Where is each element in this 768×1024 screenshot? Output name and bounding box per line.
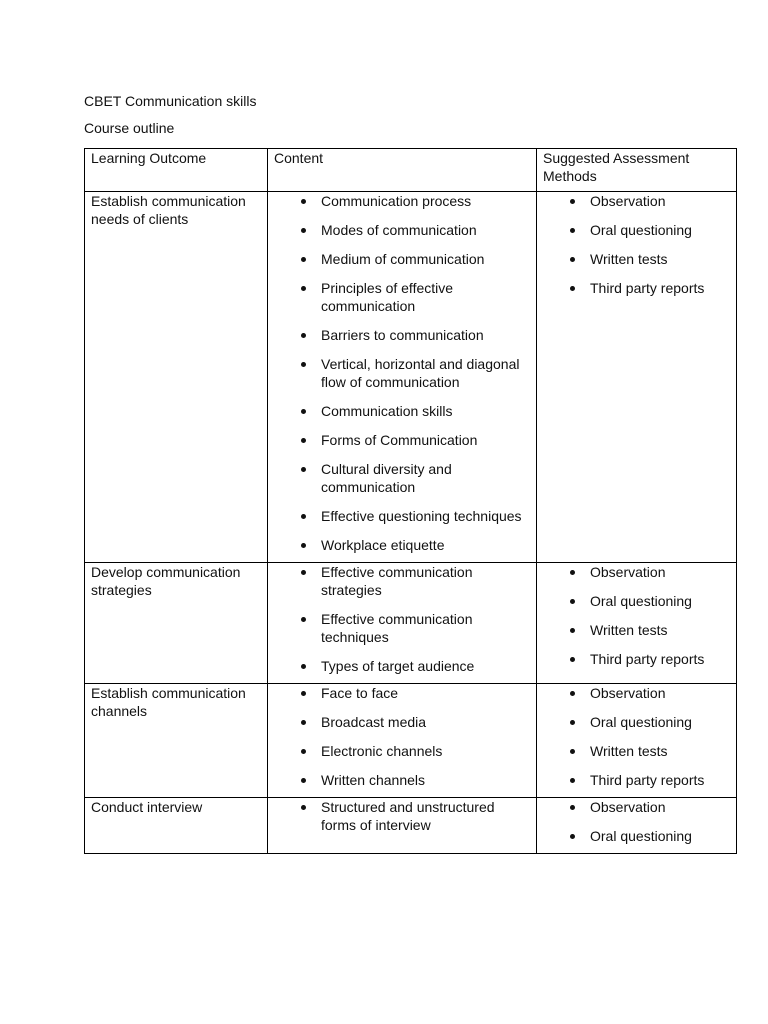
list-item	[274, 192, 530, 210]
list-item	[543, 650, 730, 668]
list-item	[543, 592, 730, 610]
learning-outcome-cell	[85, 192, 268, 563]
list-item-text: Effective communication strategies	[321, 564, 473, 598]
list-item	[274, 742, 530, 760]
list-item-text: Observation	[590, 193, 666, 209]
content-cell	[268, 192, 537, 563]
list-item-text: Written channels	[321, 772, 426, 788]
content-list	[274, 563, 530, 675]
list-item-text: Third party reports	[590, 651, 705, 667]
bullet-icon	[570, 805, 575, 810]
assessment-list	[543, 684, 730, 789]
list-item-text: Third party reports	[590, 772, 705, 788]
bullet-icon	[570, 628, 575, 633]
learning-outcome-text: Conduct interview	[91, 799, 203, 815]
bullet-icon	[570, 720, 575, 725]
list-item	[274, 355, 530, 391]
bullet-icon	[301, 749, 306, 754]
list-item	[274, 460, 530, 496]
list-item	[543, 221, 730, 239]
document-subtitle: Course outline	[84, 120, 175, 136]
header-learning-outcome: Learning Outcome	[85, 149, 268, 192]
table-row	[85, 563, 737, 684]
bullet-icon	[301, 805, 306, 810]
bullet-icon	[301, 467, 306, 472]
bullet-icon	[301, 617, 306, 622]
list-item	[543, 563, 730, 581]
assessment-list	[543, 563, 730, 668]
list-item	[543, 250, 730, 268]
list-item-text: Medium of communication	[321, 251, 485, 267]
list-item	[274, 771, 530, 789]
bullet-icon	[301, 514, 306, 519]
list-item	[274, 402, 530, 420]
course-outline-table	[84, 148, 737, 854]
bullet-icon	[301, 543, 306, 548]
learning-outcome-cell	[85, 684, 268, 798]
list-item	[543, 621, 730, 639]
bullet-icon	[570, 691, 575, 696]
list-item-text: Principles of effective communication	[321, 280, 454, 314]
bullet-icon	[301, 778, 306, 783]
bullet-icon	[301, 720, 306, 725]
document-title: CBET Communication skills	[84, 93, 257, 109]
list-item-text: Workplace etiquette	[321, 537, 445, 553]
bullet-icon	[301, 570, 306, 575]
bullet-icon	[301, 286, 306, 291]
list-item-text: Electronic channels	[321, 743, 443, 759]
table-row	[85, 192, 737, 563]
list-item	[543, 279, 730, 297]
list-item-text: Cultural diversity and communication	[321, 461, 452, 495]
list-item-text: Effective questioning techniques	[321, 508, 522, 524]
list-item	[274, 563, 530, 599]
list-item	[274, 250, 530, 268]
list-item	[274, 431, 530, 449]
list-item-text: Observation	[590, 564, 666, 580]
list-item	[543, 798, 730, 816]
bullet-icon	[570, 749, 575, 754]
list-item-text: Communication skills	[321, 403, 453, 419]
list-item	[274, 798, 530, 834]
list-item-text: Forms of Communication	[321, 432, 478, 448]
assessment-cell	[537, 684, 737, 798]
list-item-text: Face to face	[321, 685, 399, 701]
learning-outcome-text: Develop communication strategies	[91, 564, 241, 598]
list-item-text: Written tests	[590, 251, 668, 267]
bullet-icon	[301, 257, 306, 262]
assessment-list	[543, 798, 730, 845]
bullet-icon	[570, 257, 575, 262]
list-item-text: Oral questioning	[590, 593, 692, 609]
list-item-text: Structured and unstructured forms of interview	[321, 799, 495, 833]
list-item	[274, 684, 530, 702]
bullet-icon	[570, 778, 575, 783]
learning-outcome-text: Establish communication needs of clients	[91, 193, 246, 227]
list-item-text: Communication process	[321, 193, 472, 209]
header-content: Content	[268, 149, 537, 192]
table-body	[85, 192, 737, 854]
list-item	[274, 713, 530, 731]
list-item	[274, 326, 530, 344]
assessment-cell	[537, 563, 737, 684]
list-item-text: Oral questioning	[590, 828, 692, 844]
bullet-icon	[570, 199, 575, 204]
table-row	[85, 798, 737, 854]
list-item-text: Modes of communication	[321, 222, 477, 238]
list-item-text: Oral questioning	[590, 714, 692, 730]
table-header-row	[85, 149, 737, 192]
list-item	[274, 610, 530, 646]
bullet-icon	[570, 570, 575, 575]
list-item-text: Observation	[590, 799, 666, 815]
list-item	[543, 713, 730, 731]
bullet-icon	[301, 691, 306, 696]
content-list	[274, 192, 530, 554]
list-item	[543, 684, 730, 702]
bullet-icon	[301, 664, 306, 669]
list-item	[274, 279, 530, 315]
content-cell	[268, 798, 537, 854]
list-item	[274, 536, 530, 554]
list-item	[274, 657, 530, 675]
list-item-text: Effective communication techniques	[321, 611, 473, 645]
list-item	[543, 742, 730, 760]
list-item	[543, 192, 730, 210]
learning-outcome-text: Establish communication channels	[91, 685, 246, 719]
bullet-icon	[570, 657, 575, 662]
content-list	[274, 798, 530, 834]
bullet-icon	[570, 599, 575, 604]
header-assessment-methods: Suggested Assessment Methods	[537, 149, 737, 192]
list-item-text: Types of target audience	[321, 658, 475, 674]
assessment-list	[543, 192, 730, 297]
content-cell	[268, 563, 537, 684]
list-item-text: Oral questioning	[590, 222, 692, 238]
list-item	[274, 507, 530, 525]
content-cell	[268, 684, 537, 798]
bullet-icon	[301, 228, 306, 233]
assessment-cell	[537, 798, 737, 854]
list-item-text: Observation	[590, 685, 666, 701]
assessment-cell	[537, 192, 737, 563]
bullet-icon	[301, 362, 306, 367]
bullet-icon	[301, 333, 306, 338]
list-item-text: Broadcast media	[321, 714, 427, 730]
list-item	[543, 771, 730, 789]
bullet-icon	[301, 199, 306, 204]
table-row	[85, 684, 737, 798]
list-item-text: Vertical, horizontal and diagonal flow of communication	[321, 356, 520, 390]
list-item-text: Written tests	[590, 743, 668, 759]
learning-outcome-cell	[85, 563, 268, 684]
bullet-icon	[301, 409, 306, 414]
list-item-text: Third party reports	[590, 280, 705, 296]
content-list	[274, 684, 530, 789]
list-item-text: Written tests	[590, 622, 668, 638]
list-item-text: Barriers to communication	[321, 327, 484, 343]
list-item	[274, 221, 530, 239]
learning-outcome-cell	[85, 798, 268, 854]
bullet-icon	[301, 438, 306, 443]
bullet-icon	[570, 834, 575, 839]
list-item	[543, 827, 730, 845]
bullet-icon	[570, 228, 575, 233]
bullet-icon	[570, 286, 575, 291]
